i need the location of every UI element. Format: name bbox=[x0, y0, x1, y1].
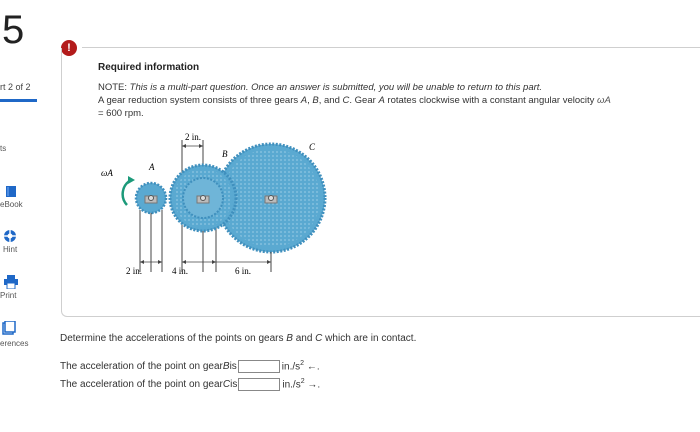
panel-title: Required information bbox=[98, 62, 200, 73]
print-icon bbox=[4, 275, 18, 289]
dim-label-2in: 2 in. bbox=[126, 266, 143, 276]
question-number: 5 bbox=[2, 8, 25, 52]
note-text: NOTE: This is a multi-part question. Once an answer is submitted, you will be unable to return to this part. bbox=[98, 82, 543, 93]
problem-statement-line2: = 600 rpm. bbox=[98, 108, 144, 119]
problem-statement-line1: A gear reduction system consists of three gears A, B, and C. Gear A rotates clockwise with a constant angular velocity ωA bbox=[98, 95, 611, 106]
part-progress-bar bbox=[0, 99, 37, 102]
ebook-icon bbox=[4, 186, 18, 198]
answer-input-gear-c[interactable] bbox=[238, 378, 280, 391]
unit-label-c: $in./s^2$ →. bbox=[282, 378, 321, 391]
gear-b-label: B bbox=[222, 149, 228, 159]
alert-icon: ! bbox=[61, 40, 77, 56]
part-indicator: rt 2 of 2 bbox=[0, 82, 31, 92]
dim-label-top: 2 in. bbox=[185, 132, 202, 142]
dim-label-4in: 4 in. bbox=[172, 266, 189, 276]
sidebar-item-points: ts bbox=[0, 144, 7, 153]
answer-row-c: The acceleration of the point on gear C is $in./s^2$ →. bbox=[60, 378, 321, 391]
sidebar-label-print: Print bbox=[0, 291, 17, 300]
sidebar-item-references-label: erences bbox=[0, 339, 29, 348]
answer-input-gear-b[interactable] bbox=[238, 360, 280, 373]
references-icon bbox=[2, 321, 16, 335]
gear-c-label: C bbox=[309, 142, 316, 152]
dim-label-6in: 6 in. bbox=[235, 266, 252, 276]
hint-icon bbox=[3, 229, 17, 243]
unit-label-b: $in./s^2$ ←. bbox=[281, 360, 320, 373]
answer-row-b: The acceleration of the point on gear B is $in./s^2$ ←. bbox=[60, 360, 320, 373]
rotation-arrow-icon bbox=[123, 180, 131, 205]
omega-label: ωA bbox=[101, 168, 113, 178]
gear-a-label: A bbox=[149, 162, 155, 172]
sidebar-item-references[interactable] bbox=[2, 321, 16, 340]
sidebar-label-hint: Hint bbox=[3, 245, 18, 254]
question-text: Determine the accelerations of the points on gears B and C which are in contact. bbox=[60, 333, 417, 344]
gear-diagram bbox=[95, 130, 335, 280]
sidebar-label-ebook: eBook bbox=[0, 200, 23, 209]
